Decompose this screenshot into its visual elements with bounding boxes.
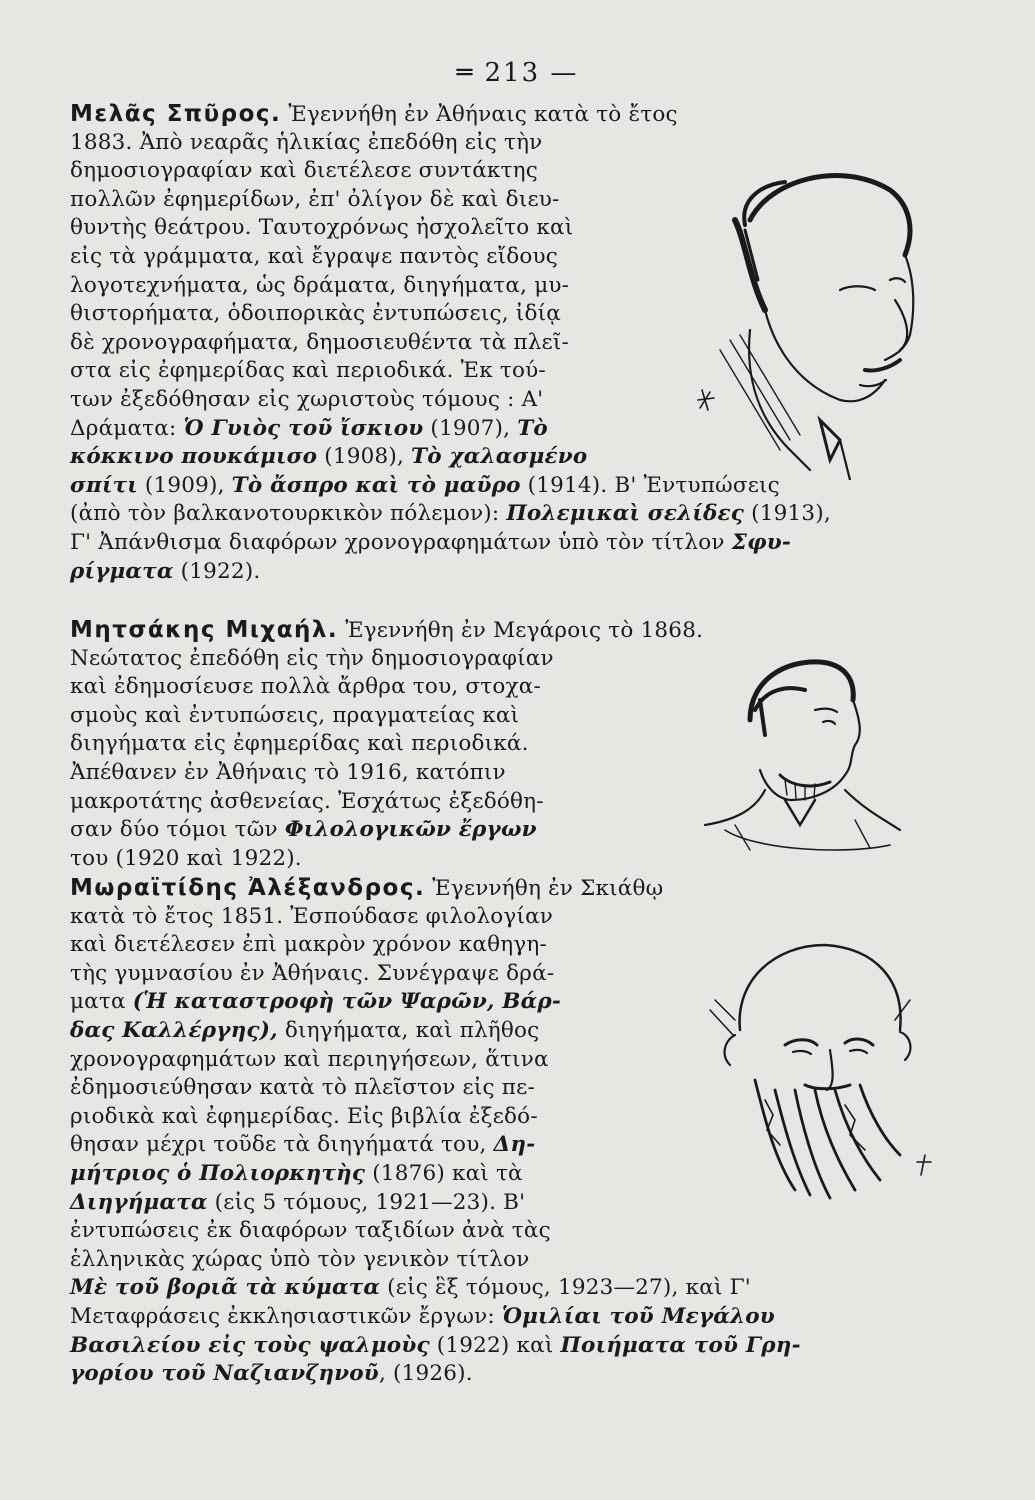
book-title: Σφυ-	[731, 529, 791, 555]
book-title: γορίου τοῦ Ναζιανζηνοῦ	[70, 1361, 379, 1387]
portrait-mitsakis	[695, 650, 905, 865]
portrait-moraitidis	[695, 940, 935, 1200]
entry-name: Μελᾶς Σπῦρος.	[70, 101, 282, 127]
book-title: ρίγματα	[70, 558, 174, 584]
book-title: Ποιήματα τοῦ Γρη-	[560, 1332, 801, 1358]
book-title: Τὸ	[517, 415, 548, 441]
book-title: Βασιλείου εἰς τοὺς ψαλμοὺς	[70, 1332, 430, 1358]
portrait-melas	[690, 160, 930, 480]
book-title: Δη-	[493, 1132, 536, 1158]
book-title: Ὁ Γυιὸς τοῦ ἴσκιου	[183, 415, 424, 441]
book-title: (Ἡ καταστροφὴ τῶν Ψαρῶν, Βάρ-	[132, 989, 562, 1015]
entry-melas: Μελᾶς Σπῦρος. Ἐγεννήθη ἐν Ἀθήναις κατὰ τὸ ἔτος 1883. Ἀπὸ νεαρᾶς ἡλικίας ἐπεδόθη εἰς τὴν δημοσιογραφίαν καὶ διετέλεσε συντάκτης πολλῶν ἐφημερίδων, ἐπ' ὀλίγον δὲ καὶ διευ- θυντὴς θεάτρου. Ταυτοχρόνως ἠσχολεῖτο καὶ εἰς τὰ γράμματα, καὶ ἔγραψε παντὸς εἴδους λογοτεχνήματα, ὡς δράματα, διηγήματα, μυ- θιστορήματα, ὁδοιπορικὰς ἐντυπώσεις, ἰδίᾳ δὲ χρονογραφήματα, δημοσιευθέντα τὰ πλεῖ- στα εἰς ἐφημερίδας καὶ περιοδικά. Ἐκ τού- των ἐξεδόθησαν εἰς χωριστοὺς τόμους : Α' Δράματα: Ὁ Γυιὸς τοῦ ἴσκιου (1907), Τὸ κόκκινο πουκάμισο (1908), Τὸ χαλασμένο σπίτι (1909), Τὸ ἄσπρο καὶ τὸ μαῦρο (1914). Β' Ἐντυπώσεις (ἀπὸ τὸν βαλκανοτουρκικὸν πόλεμον): Πολεμικαὶ σελίδες (1913), Γ' Ἀπάνθισμα διαφόρων χρονογραφημάτων ὑπὸ τὸν τίτλον Σφυ- ρίγματα (1922).	[70, 101, 831, 584]
book-title: Τὸ χαλασμένο	[411, 444, 588, 470]
book-title: δας Καλλέργης),	[70, 1017, 278, 1043]
book-title: Τὸ ἄσπρο καὶ τὸ μαῦρο	[231, 472, 521, 498]
book-title: σπίτι	[70, 472, 138, 498]
book-title: κόκκινο πουκάμισο	[70, 444, 318, 470]
book-title: Φιλολογικῶν ἔργων	[284, 817, 537, 843]
book-title: Μὲ τοῦ βοριᾶ τὰ κύματα	[70, 1275, 381, 1301]
entry-name: Μητσάκης Μιχαήλ.	[70, 617, 339, 643]
book-title: Ὁμιλίαι τοῦ Μεγάλου	[501, 1303, 775, 1329]
book-title: Διηγήματα	[70, 1189, 208, 1215]
entry-name: Μωραϊτίδης Ἀλέξανδρος.	[70, 875, 426, 901]
book-title: Πολεμικαὶ σελίδες	[506, 501, 745, 527]
entry-mitsakis: Μητσάκης Μιχαήλ. Ἐγεννήθη ἐν Μεγάροις τὸ 1868. Νεώτατος ἐπεδόθη εἰς τὴν δημοσιογραφίαν καὶ ἐδημοσίευσε πολλὰ ἄρθρα του, στοχα- σμοὺς καὶ ἐντυπώσεις, πραγματείας καὶ διηγήματα εἰς ἐφημερίδας καὶ περιοδικά. Ἀπέθανεν ἐν Ἀθήναις τὸ 1916, κατόπιν μακροτάτης ἀσθενείας. Ἐσχάτως ἐξεδόθη- σαν δύο τόμοι τῶν Φιλολογικῶν ἔργων του (1920 καὶ 1922).	[70, 617, 704, 871]
book-title: μήτριος ὁ Πολιορκητὴς	[70, 1160, 366, 1186]
entry-moraitidis: Μωραϊτίδης Ἀλέξανδρος. Ἐγεννήθη ἐν Σκιάθῳ κατὰ τὸ ἔτος 1851. Ἐσπούδασε φιλολογίαν καὶ διετέλεσεν ἐπὶ μακρὸν χρόνον καθηγη- τὴς γυμνασίου ἐν Ἀθήναις. Συνέγραψε δρά- ματα (Ἡ καταστροφὴ τῶν Ψαρῶν, Βάρ- δας Καλλέργης), διηγήματα, καὶ πλῆθος χρονογραφημάτων καὶ περιηγήσεων, ἅτινα ἐδημοσιεύθησαν κατὰ τὸ πλεῖστον εἰς πε- ριοδικὰ καὶ ἐφημερίδας. Εἰς βιβλία ἐξεδό- θησαν μέχρι τοῦδε τὰ διηγήματά του, Δη- μήτριος ὁ Πολιορκητὴς (1876) καὶ τὰ Διηγήματα (εἰς 5 τόμους, 1921—23). Β' ἐντυπώσεις ἐκ διαφόρων ταξιδίων ἀνὰ τὰς ἑλληνικὰς χώρας ὑπὸ τὸν γενικὸν τίτλον Μὲ τοῦ βοριᾶ τὰ κύματα (εἰς ἓξ τόμους, 1923—27), καὶ Γ' Μεταφράσεις ἐκκλησιαστικῶν ἔργων: Ὁμιλίαι τοῦ Μεγάλου Βασιλείου εἰς τοὺς ψαλμοὺς (1922) καὶ Ποιήματα τοῦ Γρη- γορίου τοῦ Ναζιανζηνοῦ, (1926).	[70, 875, 801, 1387]
page-number: ═ 213 —	[456, 58, 579, 88]
